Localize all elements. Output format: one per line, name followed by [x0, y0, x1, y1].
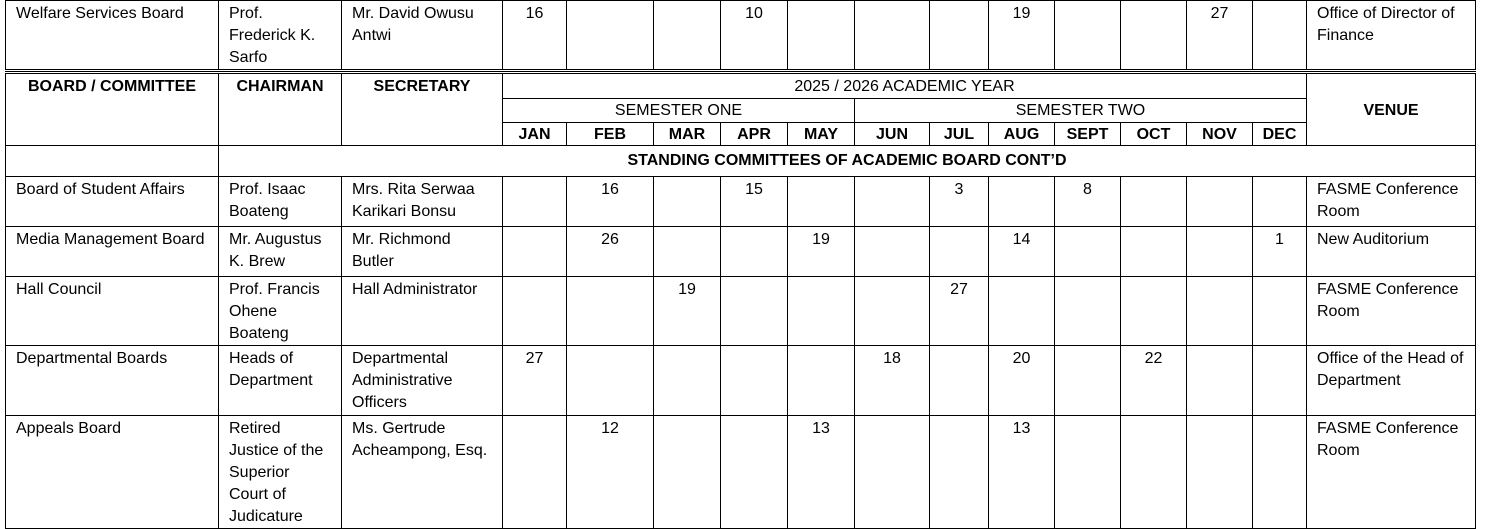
month-cell: 14	[989, 227, 1055, 277]
month-cell	[1253, 1, 1307, 70]
section-empty-cell	[6, 146, 219, 177]
month-cell	[930, 1, 989, 70]
month-cell	[1121, 227, 1187, 277]
month-cell	[1121, 277, 1187, 346]
chairman-cell: Retired Justice of the Superior Court of Judicature	[219, 416, 342, 529]
month-header-jul: JUL	[930, 123, 989, 146]
secretary-cell: Ms. Gertrude Acheampong, Esq.	[342, 416, 503, 529]
month-cell	[788, 346, 855, 416]
venue-cell: Office of the Head of Department	[1307, 346, 1476, 416]
month-cell	[1253, 177, 1307, 227]
month-cell	[1055, 227, 1121, 277]
board-cell: Hall Council	[6, 277, 219, 346]
month-cell: 13	[788, 416, 855, 529]
section-title: STANDING COMMITTEES OF ACADEMIC BOARD CONT’D	[219, 146, 1476, 177]
month-cell	[721, 346, 788, 416]
month-header-may: MAY	[788, 123, 855, 146]
month-cell: 3	[930, 177, 989, 227]
month-cell: 15	[721, 177, 788, 227]
table-row	[6, 1, 1476, 70]
academic-year-header: 2025 / 2026 ACADEMIC YEAR	[503, 73, 1307, 99]
month-header-jun: JUN	[855, 123, 930, 146]
month-cell: 22	[1121, 346, 1187, 416]
board-cell: Departmental Boards	[6, 346, 219, 416]
board-header: BOARD / COMMITTEE	[6, 73, 219, 146]
secretary-cell: Departmental Administrative Officers	[342, 346, 503, 416]
month-cell	[855, 227, 930, 277]
section-row	[6, 146, 1476, 177]
month-cell	[503, 277, 567, 346]
month-cell: 19	[788, 227, 855, 277]
venue-cell: Office of Director of Finance	[1307, 1, 1476, 70]
board-cell: Media Management Board	[6, 227, 219, 277]
month-cell: 18	[855, 346, 930, 416]
month-cell: 26	[567, 227, 654, 277]
chairman-cell: Heads of Department	[219, 346, 342, 416]
month-cell	[1253, 346, 1307, 416]
semester-one-header: SEMESTER ONE	[503, 99, 855, 123]
month-cell	[855, 177, 930, 227]
venue-cell: New Auditorium	[1307, 227, 1476, 277]
venue-cell: FASME Conference Room	[1307, 177, 1476, 227]
table-row	[6, 277, 1476, 346]
table-row	[6, 227, 1476, 277]
month-cell	[855, 277, 930, 346]
month-cell: 8	[1055, 177, 1121, 227]
month-cell: 19	[654, 277, 721, 346]
month-cell	[654, 1, 721, 70]
month-cell	[503, 177, 567, 227]
secretary-cell: Mrs. Rita Serwaa Karikari Bonsu	[342, 177, 503, 227]
month-cell	[989, 177, 1055, 227]
month-cell	[788, 1, 855, 70]
header-row	[6, 73, 1476, 99]
month-cell: 12	[567, 416, 654, 529]
board-cell: Welfare Services Board	[6, 1, 219, 70]
month-cell	[788, 177, 855, 227]
month-cell	[989, 277, 1055, 346]
month-cell	[1121, 1, 1187, 70]
secretary-cell: Mr. Richmond Butler	[342, 227, 503, 277]
month-cell	[855, 1, 930, 70]
month-cell	[855, 416, 930, 529]
month-cell	[567, 346, 654, 416]
secretary-header: SECRETARY	[342, 73, 503, 146]
month-cell	[503, 416, 567, 529]
month-cell: 27	[1187, 1, 1253, 70]
month-cell	[1187, 277, 1253, 346]
month-header-oct: OCT	[1121, 123, 1187, 146]
month-cell: 13	[989, 416, 1055, 529]
month-header-apr: APR	[721, 123, 788, 146]
month-cell: 20	[989, 346, 1055, 416]
month-header-nov: NOV	[1187, 123, 1253, 146]
month-cell	[567, 277, 654, 346]
month-cell	[654, 416, 721, 529]
month-header-mar: MAR	[654, 123, 721, 146]
chairman-cell: Mr. Augustus K. Brew	[219, 227, 342, 277]
month-cell	[654, 346, 721, 416]
chairman-cell: Prof. Frederick K. Sarfo	[219, 1, 342, 70]
board-cell: Appeals Board	[6, 416, 219, 529]
committee-schedule-table	[5, 71, 1476, 529]
month-cell	[1253, 416, 1307, 529]
table-row	[6, 177, 1476, 227]
month-cell	[1121, 416, 1187, 529]
board-cell: Board of Student Affairs	[6, 177, 219, 227]
month-cell: 10	[721, 1, 788, 70]
month-cell	[654, 227, 721, 277]
month-cell: 19	[989, 1, 1055, 70]
month-cell: 16	[567, 177, 654, 227]
month-cell	[721, 227, 788, 277]
table-row	[6, 346, 1476, 416]
previous-page-table	[5, 0, 1476, 70]
month-cell	[1055, 416, 1121, 529]
month-cell	[503, 227, 567, 277]
month-cell	[721, 416, 788, 529]
month-header-jan: JAN	[503, 123, 567, 146]
month-cell	[1253, 277, 1307, 346]
secretary-cell: Hall Administrator	[342, 277, 503, 346]
secretary-cell: Mr. David Owusu Antwi	[342, 1, 503, 70]
month-cell: 27	[930, 277, 989, 346]
month-header-aug: AUG	[989, 123, 1055, 146]
venue-cell: FASME Conference Room	[1307, 416, 1476, 529]
month-cell	[1055, 1, 1121, 70]
month-cell	[1121, 177, 1187, 227]
month-cell	[1055, 277, 1121, 346]
month-cell: 16	[503, 1, 567, 70]
chairman-cell: Prof. Isaac Boateng	[219, 177, 342, 227]
month-cell	[1187, 346, 1253, 416]
chairman-cell: Prof. Francis Ohene Boateng	[219, 277, 342, 346]
month-cell	[1187, 416, 1253, 529]
month-cell	[1055, 346, 1121, 416]
month-cell: 1	[1253, 227, 1307, 277]
month-cell	[788, 277, 855, 346]
month-cell	[930, 346, 989, 416]
venue-cell: FASME Conference Room	[1307, 277, 1476, 346]
month-cell	[930, 416, 989, 529]
venue-header: VENUE	[1307, 73, 1476, 146]
month-cell	[1187, 227, 1253, 277]
month-cell	[567, 1, 654, 70]
month-header-dec: DEC	[1253, 123, 1307, 146]
month-header-feb: FEB	[567, 123, 654, 146]
table-row	[6, 416, 1476, 529]
semester-two-header: SEMESTER TWO	[855, 99, 1307, 123]
month-cell	[654, 177, 721, 227]
chairman-header: CHAIRMAN	[219, 73, 342, 146]
month-cell	[721, 277, 788, 346]
month-cell: 27	[503, 346, 567, 416]
month-header-sept: SEPT	[1055, 123, 1121, 146]
month-cell	[930, 227, 989, 277]
month-cell	[1187, 177, 1253, 227]
